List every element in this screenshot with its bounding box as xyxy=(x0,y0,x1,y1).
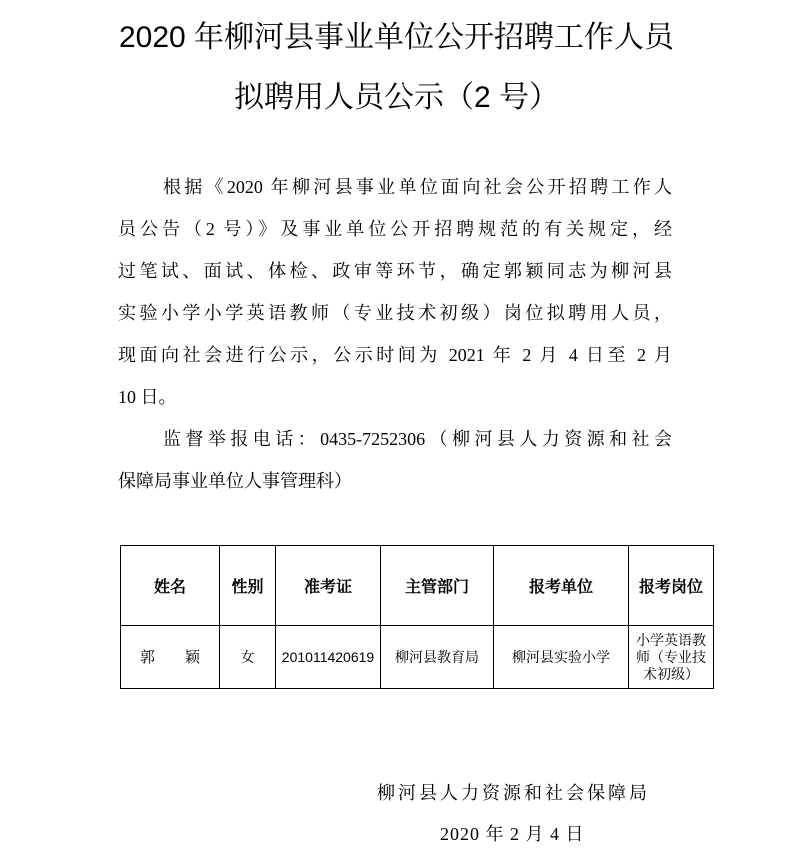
header-gender: 性别 xyxy=(220,546,276,626)
cell-name: 郭 颖 xyxy=(121,626,220,689)
body-line: 保障局事业单位人事管理科） xyxy=(118,471,352,491)
header-exam-id: 准考证 xyxy=(276,546,381,626)
cell-department: 柳河县教育局 xyxy=(381,626,494,689)
candidate-table xyxy=(120,545,713,689)
issue-date: 2020 年 2 月 4 日 xyxy=(440,824,585,844)
announcement-title-line-2: 拟聘用人员公示（2 号） xyxy=(233,81,560,114)
body-line: 监督举报电话：0435-7252306（柳河县人力资源和社会 xyxy=(163,429,672,449)
body-paragraph-1 xyxy=(118,166,672,418)
body-paragraph-2 xyxy=(118,418,672,502)
header-name: 姓名 xyxy=(121,546,220,626)
cell-unit: 柳河县实验小学 xyxy=(494,626,629,689)
body-line: 现面向社会进行公示，公示时间为 2021 年 2 月 4 日至 2 月 xyxy=(118,345,672,365)
header-position: 报考岗位 xyxy=(629,546,714,626)
announcement-title-line-1: 2020 年柳河县事业单位公开招聘工作人员 xyxy=(118,21,675,54)
cell-position: 小学英语教师（专业技术初级） xyxy=(629,626,714,689)
header-unit: 报考单位 xyxy=(494,546,629,626)
issuing-organization: 柳河县人力资源和社会保障局 xyxy=(377,783,650,803)
body-line: 过笔试、面试、体检、政审等环节，确定郭颖同志为柳河县 xyxy=(118,261,672,281)
cell-gender: 女 xyxy=(220,626,276,689)
body-line: 10 日。 xyxy=(118,387,177,407)
table-header-row xyxy=(121,546,714,626)
table-row xyxy=(121,626,714,689)
body-line: 员公告（2 号）》及事业单位公开招聘规范的有关规定，经 xyxy=(118,219,672,239)
header-department: 主管部门 xyxy=(381,546,494,626)
body-line: 实验小学小学英语教师（专业技术初级）岗位拟聘用人员， xyxy=(118,303,672,323)
cell-exam-id: 201011420619 xyxy=(276,626,381,689)
body-line: 根据《2020 年柳河县事业单位面向社会公开招聘工作人 xyxy=(163,177,672,197)
